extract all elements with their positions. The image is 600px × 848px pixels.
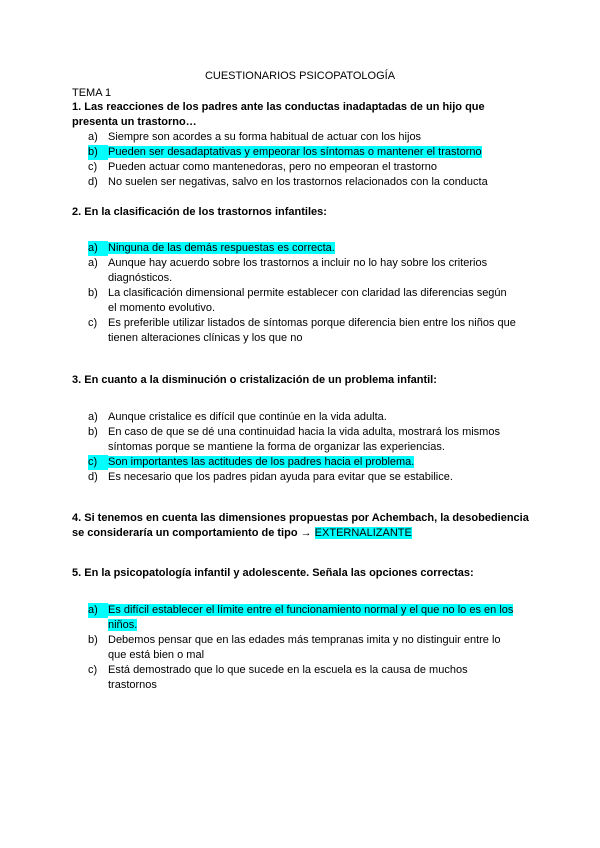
option: a) Aunque cristalice es difícil que continúe en la vida adulta. [88,411,387,423]
option: c) Está demostrado que lo que sucede en la escuela es la causa de muchos trastornos [88,664,468,691]
option: c) Pueden actuar como mantenedoras, pero no empeoran el trastorno [88,161,437,173]
question-1-options [88,130,518,190]
question-5: 5. En la psicopatología infantil y adolescente. Señala las opciones correctas: [72,567,474,579]
question-2-options [88,241,518,346]
option: a) Siempre son acordes a su forma habitual de actuar con los hijos [88,131,422,143]
option: a) Aunque hay acuerdo sobre los trastornos a incluir no lo hay sobre los criterios diagnósticos. [88,257,488,284]
document-title: CUESTIONARIOS PSICOPATOLOGÍA [204,70,396,82]
question-2: 2. En la clasificación de los trastornos infantiles: [72,206,327,218]
option-correct: c) Son importantes las actitudes de los padres hacia el problema. [88,456,415,468]
option-correct: a) Es difícil establecer el límite entre el funcionamiento normal y el que no lo es en los niños. [88,604,514,631]
option-correct: b) Pueden ser desadaptativas y empeorar los síntomas o mantener el trastorno [88,146,482,158]
question-4: 4. Si tenemos en cuenta las dimensiones propuestas por Achembach, la desobediencia se consideraría un comportamiento de tipo → EXTERNALIZANTE [72,512,529,539]
answer-highlight: EXTERNALIZANTE [314,527,412,539]
option: b) En caso de que se dé una continuidad hacia la vida adulta, mostrará los mismos síntomas porque se mantiene la forma de organizar las experiencias. [88,426,500,453]
option: d) No suelen ser negativas, salvo en los trastornos relacionados con la conducta [88,176,488,188]
option: b) La clasificación dimensional permite establecer con claridad las diferencias según el momento evolutivo. [88,287,507,314]
option: b) Debemos pensar que en las edades más tempranas imita y no distinguir entre lo que está bien o mal [88,634,501,661]
option: d) Es necesario que los padres pidan ayuda para evitar que se estabilice. [88,471,453,483]
option-correct: a) Ninguna de las demás respuestas es correcta. [88,242,335,254]
option: c) Es preferible utilizar listados de síntomas porque diferencia bien entre los niños que tienen alteraciones clínicas y los que no [88,317,516,344]
question-3-options [88,410,518,485]
question-1: 1. Las reacciones de los padres ante las conductas inadaptadas de un hijo que presenta un trastorno… [72,101,485,128]
question-3: 3. En cuanto a la disminución o cristalización de un problema infantil: [72,374,437,386]
section-label: TEMA 1 [72,87,112,99]
question-5-options [88,603,518,693]
